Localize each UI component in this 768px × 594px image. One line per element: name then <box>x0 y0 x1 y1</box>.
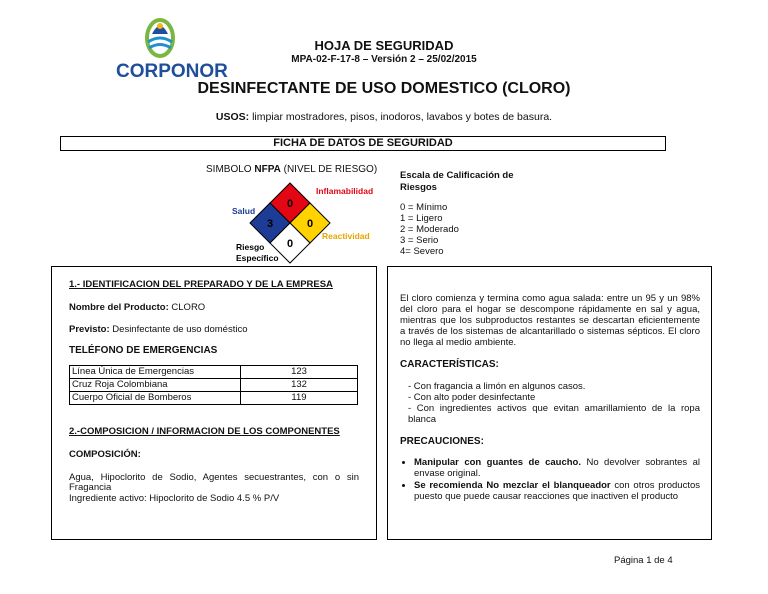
product-name-value: CLORO <box>168 302 206 313</box>
nfpa-value-especifico: 0 <box>286 238 294 250</box>
phone-name: Cuerpo Oficial de Bomberos <box>70 392 241 405</box>
label-inflamabilidad: Inflamabilidad <box>316 186 374 196</box>
prec1-bold: Manipular con guantes de caucho. <box>414 457 581 468</box>
caracteristica-item: - Con alto poder desinfectante <box>408 392 536 403</box>
previsto-line <box>69 324 369 335</box>
usos-line <box>0 111 768 123</box>
document-code: MPA-02-F-17-8 – Versión 2 – 25/02/2015 <box>291 54 477 65</box>
composicion-title: COMPOSICIÓN: <box>69 449 141 460</box>
table-row <box>70 392 358 405</box>
logo-text: CORPONOR <box>116 61 228 82</box>
label-especifico: Específico <box>236 253 279 263</box>
list-item <box>414 457 700 479</box>
precauciones-list <box>400 457 700 502</box>
label-reactividad: Reactividad <box>322 231 370 241</box>
ingrediente-text: Ingrediente activo: Hipoclorito de Sodio 4.5 % P/V <box>69 493 280 504</box>
phones-table <box>69 365 358 405</box>
caracteristica-item: - Con fragancia a limón en algunos casos. <box>408 381 586 392</box>
nfpa-title-bold: NFPA <box>254 164 281 175</box>
phone-number: 132 <box>241 379 358 392</box>
composicion-text: Agua, Hipoclorito de Sodio, Agentes secuestrantes, con o sin Fragancia <box>69 472 359 493</box>
prec1-rest: No devolver sobrantes al envase original. <box>414 457 700 479</box>
description-panel <box>387 266 712 540</box>
label-salud: Salud <box>232 206 256 216</box>
ficha-title: FICHA DE DATOS DE SEGURIDAD <box>60 136 666 151</box>
caracteristicas-title: CARACTERÍSTICAS: <box>400 359 499 370</box>
nfpa-value-reactividad: 0 <box>306 218 314 230</box>
product-heading: DESINFECTANTE DE USO DOMESTICO (CLORO) <box>197 80 571 97</box>
nfpa-title-suffix: (NIVEL DE RIESGO) <box>280 164 378 175</box>
risk-scale <box>400 170 540 257</box>
risk-scale-item: 2 = Moderado <box>400 224 459 235</box>
product-name-label: Nombre del Producto: <box>69 302 169 313</box>
previsto-value: Desinfectante de uso doméstico <box>109 324 248 335</box>
risk-scale-title: Escala de Calificación de Riesgos <box>400 170 514 193</box>
nfpa-title <box>206 164 377 175</box>
page-number: Página 1 de 4 <box>614 555 673 566</box>
precauciones-title: PRECAUCIONES: <box>400 436 484 447</box>
previsto-label: Previsto: <box>69 324 110 335</box>
nfpa-diamond <box>226 178 396 268</box>
prec2-bold: Se recomienda No mezclar el blanqueador <box>414 480 611 491</box>
nfpa-value-inflamabilidad: 0 <box>286 198 294 210</box>
usos-text: limpiar mostradores, pisos, inodoros, lavabos y botes de basura. <box>249 111 553 123</box>
nfpa-title-prefix: SIMBOLO <box>206 164 255 175</box>
phone-number: 123 <box>241 366 358 379</box>
usos-label: USOS: <box>215 111 250 123</box>
risk-scale-item: 4= Severo <box>400 246 444 257</box>
phone-name: Cruz Roja Colombiana <box>70 379 241 392</box>
document-title: HOJA DE SEGURIDAD <box>314 38 454 53</box>
table-row <box>70 379 358 392</box>
phone-name: Línea Única de Emergencias <box>70 366 241 379</box>
risk-scale-item: 1 = Ligero <box>400 213 443 224</box>
table-row <box>70 366 358 379</box>
intro-text: El cloro comienza y termina como agua salada: entre un 95 y un 98% del cloro para el hogar se descompone rápidamente en sal y agua, mientras que los subproductos restantes se descartan eficientemente a través de los sistemas de alcantarillado o sistemas sépticos. El cloro no llega al medio ambiente. <box>400 293 700 348</box>
product-name-line <box>69 302 369 313</box>
risk-scale-item: 3 = Serio <box>400 235 439 246</box>
prec2-rest: con otros productos puesto que puede causar reacciones que inactiven el producto <box>414 480 700 502</box>
section1-title: 1.- IDENTIFICACION DEL PREPARADO Y DE LA EMPRESA <box>69 279 333 290</box>
phone-number: 119 <box>241 392 358 405</box>
telefono-title: TELÉFONO DE EMERGENCIAS <box>69 345 218 356</box>
section2-title: 2.-COMPOSICION / INFORMACION DE LOS COMPONENTES <box>69 426 340 437</box>
identification-panel <box>51 266 377 540</box>
label-riesgo: Riesgo <box>236 242 265 252</box>
list-item <box>414 480 700 502</box>
nfpa-value-salud: 3 <box>266 218 274 230</box>
risk-scale-item: 0 = Mínimo <box>400 202 448 213</box>
caracteristica-item: - Con ingredientes activos que evitan amarillamiento de la ropa blanca <box>408 403 700 425</box>
